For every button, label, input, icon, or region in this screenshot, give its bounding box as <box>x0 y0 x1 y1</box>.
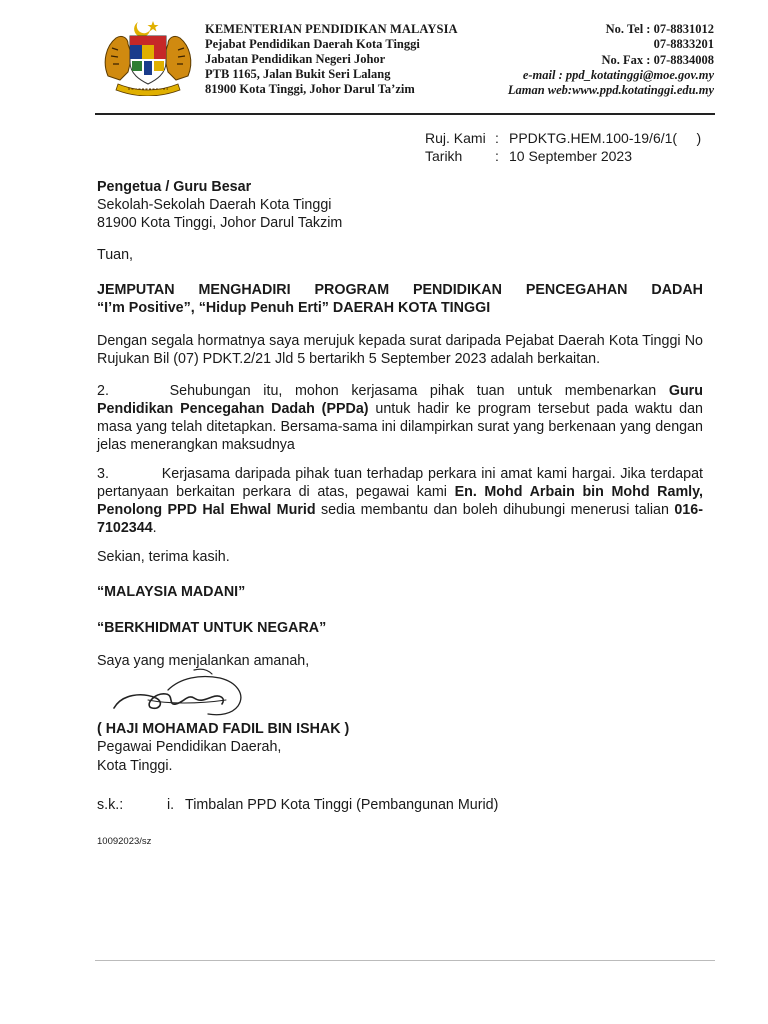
fax-line: No. Fax : 07-8834008 <box>601 52 714 67</box>
paragraph-1: Dengan segala hormatnya saya merujuk kepada surat daripada Pejabat Daerah Kota Tinggi No Rujukan Bil (07) PDKT.2/21 Jld 5 bertarikh 5 September 2023 adalah berkaitan. <box>97 333 703 367</box>
reference-block <box>425 129 701 165</box>
paragraph-2 <box>97 382 703 454</box>
paragraph-3-text-a: Kerjasama daripada pihak tuan terhadap perkara ini amat kami hargai. Jika terdapat pertanyaan berkaitan perkara di atas, pegawai kami <box>97 466 703 500</box>
cc-label: s.k.: <box>97 797 124 813</box>
recipient-title: Pengetua / Guru Besar <box>97 179 252 195</box>
signer-location: Kota Tinggi. <box>97 758 173 774</box>
paragraph-3-end: . <box>152 520 157 536</box>
paragraph-2-bold: Guru Pendidikan Pencegahan Dadah (PPDa) <box>97 383 703 417</box>
paragraph-2-number: 2. <box>97 383 109 399</box>
recipient-block <box>97 178 703 232</box>
subject-line-1: JEMPUTAN MENGHADIRI PROGRAM PENDIDIKAN PENCEGAHAN DADAH <box>97 282 703 298</box>
header-divider <box>95 113 715 115</box>
date-row <box>425 147 701 165</box>
cc-block <box>97 796 498 814</box>
closing-line: Sekian, terima kasih. <box>97 549 230 565</box>
letterhead-organization <box>205 22 458 97</box>
email-line: e-mail : ppd_kotatinggi@moe.gov.my <box>522 67 714 82</box>
paragraph-3-number: 3. <box>97 466 109 482</box>
address-line-1: PTB 1165, Jalan Bukit Seri Lalang <box>205 67 391 81</box>
malaysia-coat-of-arms-icon <box>98 16 198 96</box>
reference-colon: : <box>495 130 499 146</box>
paragraph-2-text-a: Sehubungan itu, mohon kerjasama pihak tuan untuk membenarkan <box>169 383 657 399</box>
signer-title: Pegawai Pendidikan Daerah, <box>97 739 282 755</box>
paragraph-2-text-b: untuk hadir ke program tersebut pada waktu dan masa yang telah ditetapkan. Bersama-sama ini dilampirkan surat yang berkenaan yang dengan jelas menerangkan maksudnya <box>97 401 703 453</box>
office-name: Pejabat Pendidikan Daerah Kota Tinggi <box>205 37 420 51</box>
paragraph-3-phone: 016-7102344 <box>97 502 703 536</box>
subject-heading <box>97 281 703 317</box>
footer-divider <box>95 960 715 961</box>
signer-details <box>97 738 703 776</box>
website-line: Laman web:www.ppd.kotatinggi.edu.my <box>507 83 714 98</box>
ministry-name: KEMENTERIAN PENDIDIKAN MALAYSIA <box>205 22 458 36</box>
paragraph-3 <box>97 465 703 537</box>
motto-berkhidmat: “BERKHIDMAT UNTUK NEGARA” <box>97 620 327 636</box>
date-colon: : <box>495 148 499 164</box>
salutation: Tuan, <box>97 247 134 263</box>
date-value: 10 September 2023 <box>509 148 632 164</box>
reference-number: PPDKTG.HEM.100-19/6/1( ) <box>509 130 702 146</box>
tel-line-1: No. Tel : 07-8831012 <box>605 22 714 36</box>
cc-recipient: Timbalan PPD Kota Tinggi (Pembangunan Murid) <box>185 797 499 813</box>
trust-line: Saya yang menjalankan amanah, <box>97 653 310 669</box>
recipient-line-2: 81900 Kota Tinggi, Johor Darul Takzim <box>97 215 343 231</box>
tel-line-2: 07-8833201 <box>653 37 714 52</box>
recipient-line-1: Sekolah-Sekolah Daerah Kota Tinggi <box>97 197 332 213</box>
motto-malaysia-madani: “MALAYSIA MADANI” <box>97 584 246 600</box>
file-reference: 10092023/sz <box>97 836 152 847</box>
paragraph-3-officer-name: En. Mohd Arbain bin Mohd Ramly, Penolong PPD Hal Ehwal Murid <box>97 484 703 518</box>
reference-row <box>425 129 701 147</box>
paragraph-3-text-b: sedia membantu dan boleh dihubungi menerusi talian <box>321 502 669 518</box>
subject-line-2: “I’m Positive”, “Hidup Penuh Erti” DAERAH KOTA TINGGI <box>97 300 491 316</box>
department-name: Jabatan Pendidikan Negeri Johor <box>205 52 386 66</box>
signer-name: ( HAJI MOHAMAD FADIL BIN ISHAK ) <box>97 721 350 737</box>
address-line-2: 81900 Kota Tinggi, Johor Darul Ta’zim <box>205 82 415 96</box>
letterhead-contacts <box>508 22 714 98</box>
reference-label: Ruj. Kami <box>425 130 486 146</box>
cc-number: i. <box>167 797 175 813</box>
date-label: Tarikh <box>425 148 463 164</box>
